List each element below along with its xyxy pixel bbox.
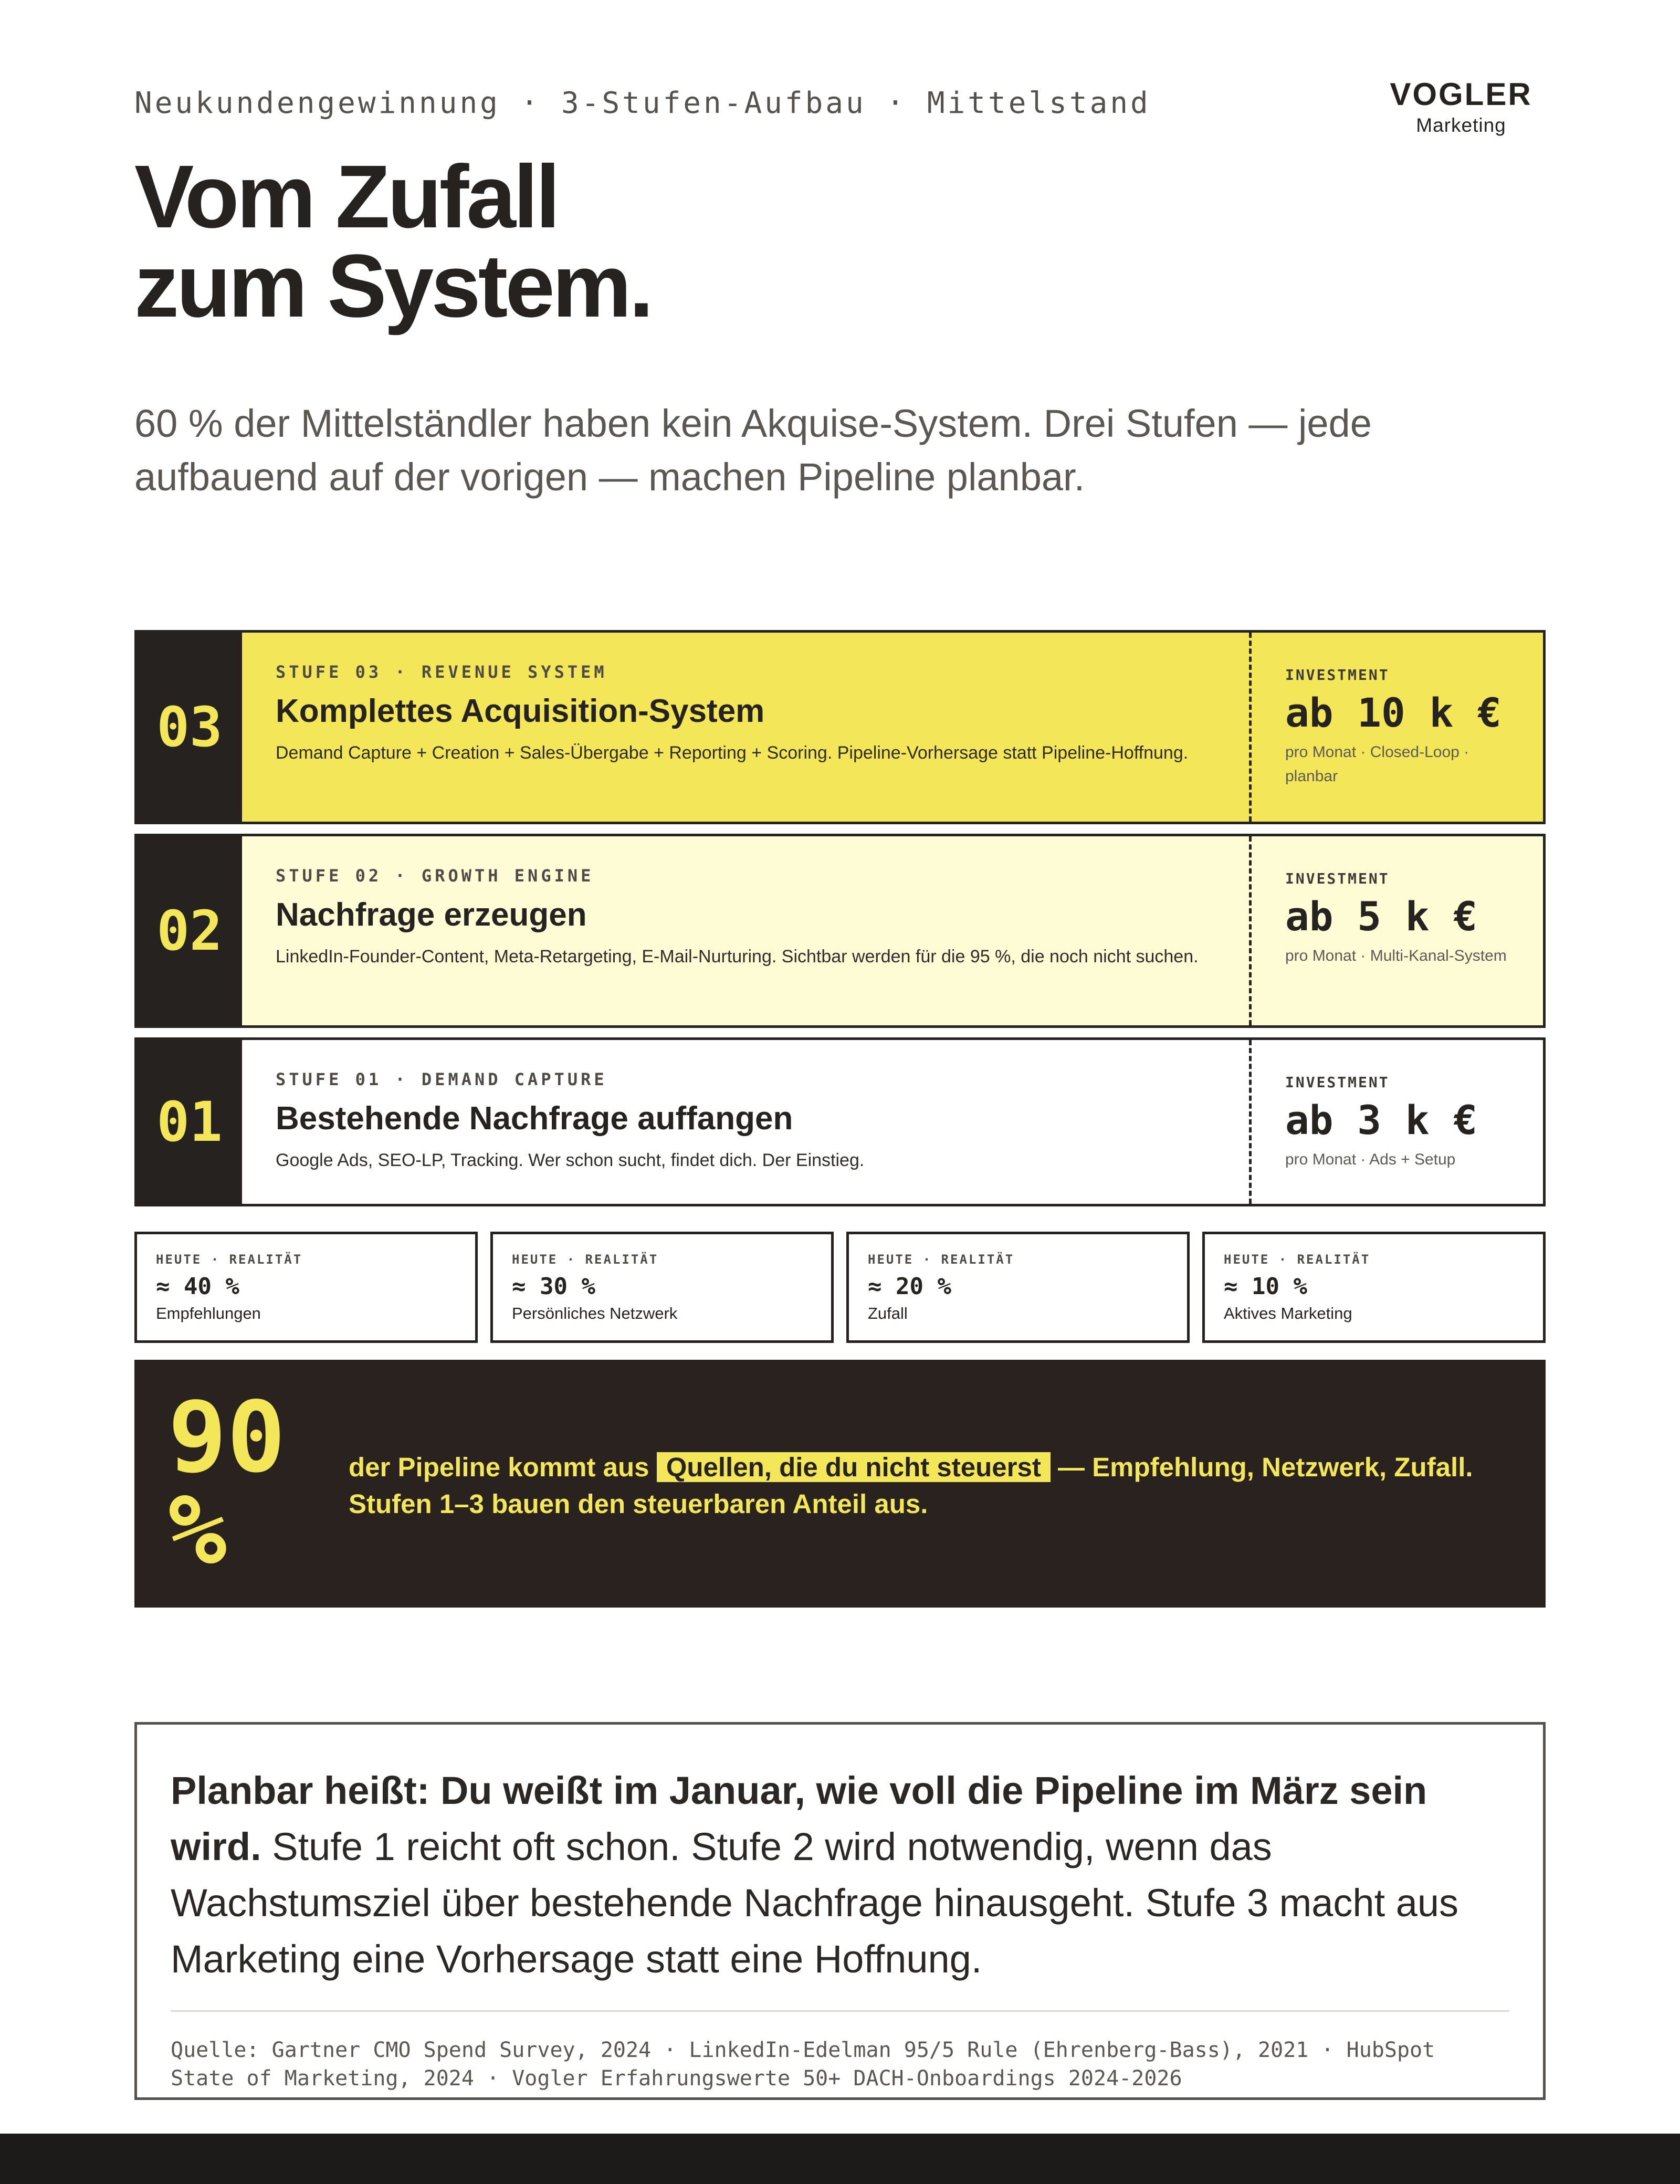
summary-box <box>134 1722 1546 2100</box>
reality-value: ≈ 20 % <box>868 1273 951 1300</box>
title-line-1: Vom Zufall <box>134 147 558 247</box>
investment-label: INVESTMENT <box>1285 870 1390 887</box>
stage-content <box>242 1040 1249 1204</box>
reality-value: ≈ 40 % <box>156 1273 239 1300</box>
stage-investment <box>1249 1040 1543 1204</box>
big-stat-unit: % <box>168 1473 227 1587</box>
reality-card-network <box>490 1232 834 1343</box>
stage-investment <box>1249 633 1543 822</box>
stage-investment <box>1249 836 1543 1025</box>
lead-paragraph: 60 % der Mittelständler haben kein Akquise-System. Drei Stufen — jede aufbauend auf der vorigen — machen Pipeline planbar. <box>134 402 1372 499</box>
stage-content <box>242 836 1249 1025</box>
reality-source: Empfehlungen <box>156 1304 261 1322</box>
reality-row <box>134 1232 1546 1343</box>
investment-label: INVESTMENT <box>1285 1074 1390 1091</box>
logo-name: VOGLER <box>1390 77 1532 112</box>
reality-card-referrals <box>134 1232 478 1343</box>
reality-value: ≈ 30 % <box>512 1273 595 1300</box>
investment-note: pro Monat · Multi-Kanal-System <box>1285 947 1507 964</box>
summary-paragraph <box>171 1762 1509 1987</box>
reality-label: HEUTE · REALITÄT <box>1224 1252 1371 1267</box>
stage-tag: STUFE 02 · GROWTH ENGINE <box>276 866 594 886</box>
reality-label: HEUTE · REALITÄT <box>512 1252 659 1267</box>
source-line-1: Quelle: Gartner CMO Spend Survey, 2024 · LinkedIn-Edelman 95/5 Rule (Ehrenberg-Bass), 2021 · HubSpot <box>171 2038 1435 2062</box>
band-text-post: — Empfehlung, Netzwerk, Zufall. <box>1057 1452 1473 1482</box>
reality-card-marketing <box>1202 1232 1546 1343</box>
source-note <box>171 2036 1509 2093</box>
stage-number: 03 <box>137 633 242 822</box>
investment-note: pro Monat · Ads + Setup <box>1285 1150 1456 1168</box>
stage-card-02 <box>134 834 1546 1028</box>
stage-card-01 <box>134 1037 1546 1206</box>
stage-card-03 <box>134 630 1546 824</box>
kicker-line: Neukundengewinnung · 3-Stufen-Aufbau · Mittelstand <box>134 86 1151 120</box>
stage-title: Bestehende Nachfrage auffangen <box>276 1100 793 1137</box>
reality-source: Aktives Marketing <box>1224 1304 1352 1322</box>
reality-card-chance <box>846 1232 1190 1343</box>
band-statement <box>349 1449 1525 1522</box>
reality-source: Persönliches Netzwerk <box>512 1304 678 1322</box>
highlight-band <box>134 1360 1546 1608</box>
stage-tag: STUFE 03 · REVENUE SYSTEM <box>276 662 607 682</box>
stage-tag: STUFE 01 · DEMAND CAPTURE <box>276 1069 607 1089</box>
reality-value: ≈ 10 % <box>1224 1273 1307 1300</box>
investment-value: ab 10 k € <box>1285 689 1502 736</box>
footer-bar <box>0 2134 1680 2184</box>
investment-label: INVESTMENT <box>1285 666 1390 684</box>
big-stat-number: 90 <box>168 1380 286 1494</box>
stage-title: Komplettes Acquisition-System <box>276 693 765 729</box>
title-line-2: zum System. <box>134 236 652 336</box>
stage-number: 02 <box>137 836 242 1025</box>
band-highlight: Quellen, die du nicht steuerst <box>657 1452 1051 1482</box>
stage-number: 01 <box>137 1040 242 1204</box>
stage-title: Nachfrage erzeugen <box>276 897 587 933</box>
investment-value: ab 5 k € <box>1285 893 1478 940</box>
stage-description: Demand Capture + Creation + Sales-Übergabe + Reporting + Scoring. Pipeline-Vorhersage statt Pipeline-Hoffnung. <box>276 743 1189 763</box>
big-stat <box>168 1380 286 1587</box>
reality-label: HEUTE · REALITÄT <box>156 1252 303 1267</box>
band-text-pre: der Pipeline kommt aus <box>349 1452 649 1482</box>
divider <box>171 2010 1509 2012</box>
stage-description: Google Ads, SEO-LP, Tracking. Wer schon sucht, findet dich. Der Einstieg. <box>276 1150 865 1171</box>
stage-content <box>242 633 1249 822</box>
summary-rest: Stufe 1 reicht oft schon. Stufe 2 wird notwendig, wenn das Wachstumsziel über bestehende Nachfrage hinausgeht. Stufe 3 macht aus Marketing eine Vorhersage statt eine Hoffnung. <box>171 1825 1459 1981</box>
stage-description: LinkedIn-Founder-Content, Meta-Retargeting, E-Mail-Nurturing. Sichtbar werden für die 95 %, die noch nicht suchen. <box>276 947 1199 967</box>
source-line-2: State of Marketing, 2024 · Vogler Erfahrungswerte 50+ DACH-Onboardings 2024-2026 <box>171 2066 1182 2091</box>
brand-logo <box>1374 79 1548 135</box>
summary-bold: Planbar heißt: Du weißt im Januar, wie voll die Pipeline im März sein wird. <box>171 1769 1427 1868</box>
band-text-line2: Stufen 1–3 bauen den steuerbaren Anteil aus. <box>349 1489 928 1519</box>
reality-source: Zufall <box>868 1304 908 1322</box>
reality-label: HEUTE · REALITÄT <box>868 1252 1015 1267</box>
investment-value: ab 3 k € <box>1285 1097 1478 1143</box>
logo-subtitle: Marketing <box>1416 114 1506 136</box>
page-title <box>134 147 652 336</box>
investment-note: pro Monat · Closed-Loop · planbar <box>1285 743 1469 785</box>
